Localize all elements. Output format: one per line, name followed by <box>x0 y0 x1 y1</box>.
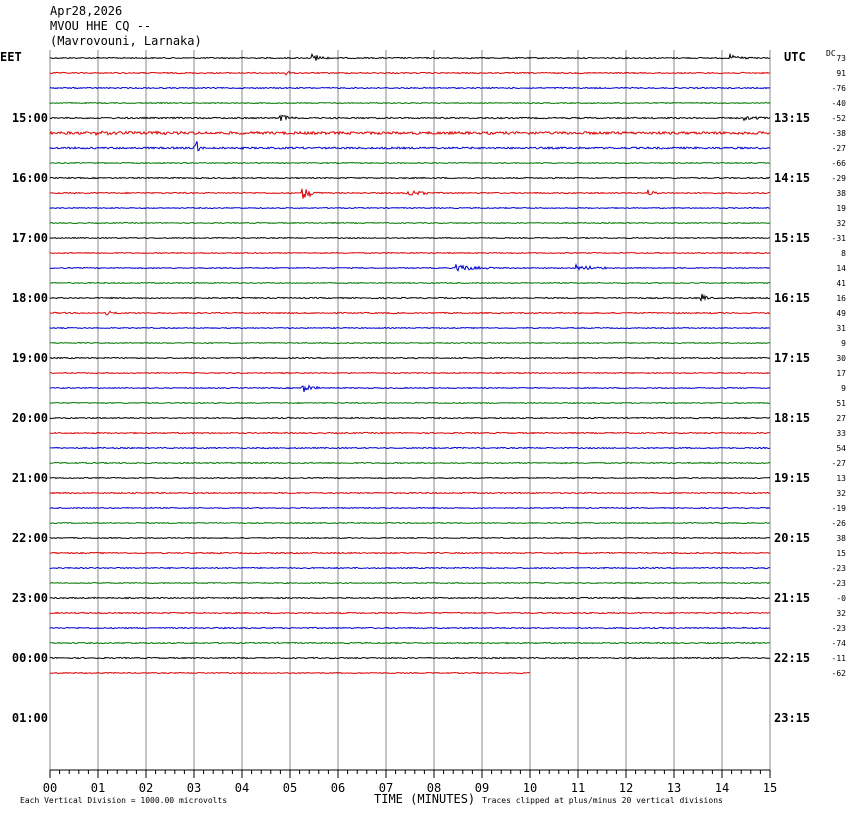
dc-offset-23: 51 <box>836 399 846 408</box>
dc-offset-30: -19 <box>831 504 846 513</box>
dc-offset-4: -52 <box>831 114 846 123</box>
trace-row-38 <box>50 627 770 628</box>
dc-offset-8: -29 <box>831 174 846 183</box>
trace-row-6 <box>50 141 770 150</box>
trace-row-14 <box>50 264 770 270</box>
dc-offset-10: 19 <box>836 204 846 213</box>
trace-row-34 <box>50 567 770 568</box>
x-tick-label-09: 09 <box>474 781 490 795</box>
trace-row-40 <box>50 657 770 658</box>
dc-offset-12: -31 <box>831 234 846 243</box>
trace-row-16 <box>50 294 770 301</box>
record-date: Apr28,2026 <box>50 4 123 18</box>
trace-row-12 <box>50 238 770 239</box>
dc-offset-29: 32 <box>836 489 846 498</box>
dc-offset-36: -0 <box>836 594 846 603</box>
dc-offset-33: 15 <box>836 549 846 558</box>
dc-offset-25: 33 <box>836 429 846 438</box>
dc-offset-9: 38 <box>836 189 846 198</box>
utc-hour-label-3: 16:15 <box>774 291 811 305</box>
minute-gridlines <box>50 50 770 770</box>
trace-row-2 <box>50 87 770 88</box>
dc-offset-20: 30 <box>836 354 846 363</box>
dc-offset-31: -26 <box>831 519 846 528</box>
x-tick-label-07: 07 <box>378 781 394 795</box>
trace-row-1 <box>50 72 770 75</box>
station-location: (Mavrovouni, Larnaka) <box>50 34 202 48</box>
x-axis-title: TIME (MINUTES) <box>374 792 476 806</box>
utc-hour-label-2: 15:15 <box>774 231 811 245</box>
x-tick-label-11: 11 <box>570 781 586 795</box>
trace-row-3 <box>50 103 770 104</box>
dc-offset-38: -23 <box>831 624 846 633</box>
dc-offset-19: 9 <box>841 339 846 348</box>
utc-hour-label-6: 19:15 <box>774 471 811 485</box>
utc-hour-label-5: 18:15 <box>774 411 811 425</box>
x-tick-label-12: 12 <box>618 781 634 795</box>
trace-row-22 <box>50 386 770 392</box>
trace-row-4 <box>50 115 770 121</box>
eet-hour-label-4: 19:00 <box>11 351 48 365</box>
trace-row-11 <box>50 223 770 224</box>
x-tick-label-15: 15 <box>762 781 778 795</box>
eet-hour-label-3: 18:00 <box>11 291 48 305</box>
x-tick-label-04: 04 <box>234 781 250 795</box>
eet-hour-label-0: 15:00 <box>11 111 48 125</box>
x-tick-label-14: 14 <box>714 781 730 795</box>
trace-row-17 <box>50 311 770 315</box>
dc-offset-35: -23 <box>831 579 846 588</box>
station-code: MVOU HHE CQ -- <box>50 19 152 33</box>
dc-label: DC <box>826 49 836 58</box>
dc-offset-26: 54 <box>836 444 846 453</box>
trace-row-30 <box>50 508 770 509</box>
dc-offset-39: -74 <box>831 639 846 648</box>
eet-hour-label-10: 01:00 <box>11 711 48 725</box>
dc-offset-40: -11 <box>831 654 846 663</box>
dc-offset-11: 32 <box>836 219 846 228</box>
trace-row-29 <box>50 492 770 493</box>
dc-offset-16: 16 <box>836 294 846 303</box>
trace-row-8 <box>50 177 770 178</box>
dc-offset-22: 9 <box>841 384 846 393</box>
utc-hour-label-7: 20:15 <box>774 531 811 545</box>
dc-offset-14: 14 <box>836 264 846 273</box>
dc-offset-15: 41 <box>836 279 846 288</box>
utc-hour-label-10: 23:15 <box>774 711 811 725</box>
trace-row-24 <box>50 417 770 418</box>
utc-hour-label-0: 13:15 <box>774 111 811 125</box>
x-tick-label-13: 13 <box>666 781 682 795</box>
trace-row-39 <box>50 642 770 643</box>
trace-row-37 <box>50 612 770 613</box>
trace-row-21 <box>50 373 770 374</box>
eet-label: EET <box>0 50 22 64</box>
utc-hour-label-9: 22:15 <box>774 651 811 665</box>
dc-offset-32: 38 <box>836 534 846 543</box>
x-tick-label-02: 02 <box>138 781 154 795</box>
dc-offset-34: -23 <box>831 564 846 573</box>
dc-offset-18: 31 <box>836 324 846 333</box>
dc-offset-24: 27 <box>836 414 846 423</box>
eet-hour-label-6: 21:00 <box>11 471 48 485</box>
x-tick-label-08: 08 <box>426 781 442 795</box>
dc-offset-37: 32 <box>836 609 846 618</box>
dc-offset-7: -66 <box>831 159 846 168</box>
dc-offset-1: 91 <box>836 69 846 78</box>
dc-offset-5: -38 <box>831 129 846 138</box>
eet-hour-label-5: 20:00 <box>11 411 48 425</box>
trace-row-7 <box>50 163 770 164</box>
trace-row-18 <box>50 328 770 329</box>
x-tick-label-03: 03 <box>186 781 202 795</box>
eet-hour-label-2: 17:00 <box>11 231 48 245</box>
x-tick-label-01: 01 <box>90 781 106 795</box>
dc-offset-2: -76 <box>831 84 846 93</box>
utc-hour-label-1: 14:15 <box>774 171 811 185</box>
trace-row-32 <box>50 538 770 539</box>
x-tick-label-00: 00 <box>42 781 58 795</box>
trace-row-36 <box>50 597 770 598</box>
trace-row-10 <box>50 208 770 209</box>
x-tick-label-06: 06 <box>330 781 346 795</box>
eet-hour-label-1: 16:00 <box>11 171 48 185</box>
utc-label: UTC <box>784 50 806 64</box>
scale-note: Each Vertical Division = 1000.00 microvolts <box>20 796 228 805</box>
trace-row-5 <box>50 131 770 135</box>
trace-row-9 <box>50 189 770 199</box>
trace-row-13 <box>50 253 770 254</box>
trace-row-27 <box>50 462 770 463</box>
eet-hour-label-8: 23:00 <box>11 591 48 605</box>
dc-offset-0: 73 <box>836 54 846 63</box>
trace-row-35 <box>50 583 770 584</box>
dc-offset-6: -27 <box>831 144 846 153</box>
trace-row-23 <box>50 403 770 404</box>
eet-hour-label-7: 22:00 <box>11 531 48 545</box>
trace-row-25 <box>50 432 770 433</box>
x-tick-label-10: 10 <box>522 781 538 795</box>
dc-offset-17: 49 <box>836 309 846 318</box>
dc-offset-13: 8 <box>841 249 846 258</box>
trace-row-33 <box>50 552 770 553</box>
trace-row-15 <box>50 283 770 284</box>
trace-row-31 <box>50 523 770 524</box>
trace-row-26 <box>50 447 770 448</box>
utc-hour-label-4: 17:15 <box>774 351 811 365</box>
trace-row-20 <box>50 357 770 358</box>
dc-offset-21: 17 <box>836 369 846 378</box>
x-tick-label-05: 05 <box>282 781 298 795</box>
trace-row-19 <box>50 343 770 344</box>
trace-row-28 <box>50 478 770 479</box>
clip-note: Traces clipped at plus/minus 20 vertical divisions <box>482 796 723 805</box>
eet-hour-label-9: 00:00 <box>11 651 48 665</box>
dc-offset-27: -27 <box>831 459 846 468</box>
dc-offset-41: -62 <box>831 669 846 678</box>
utc-hour-label-8: 21:15 <box>774 591 811 605</box>
dc-offset-28: 13 <box>836 474 846 483</box>
trace-row-0 <box>50 54 770 60</box>
helicorder-traces <box>50 54 846 678</box>
dc-offset-3: -40 <box>831 99 846 108</box>
